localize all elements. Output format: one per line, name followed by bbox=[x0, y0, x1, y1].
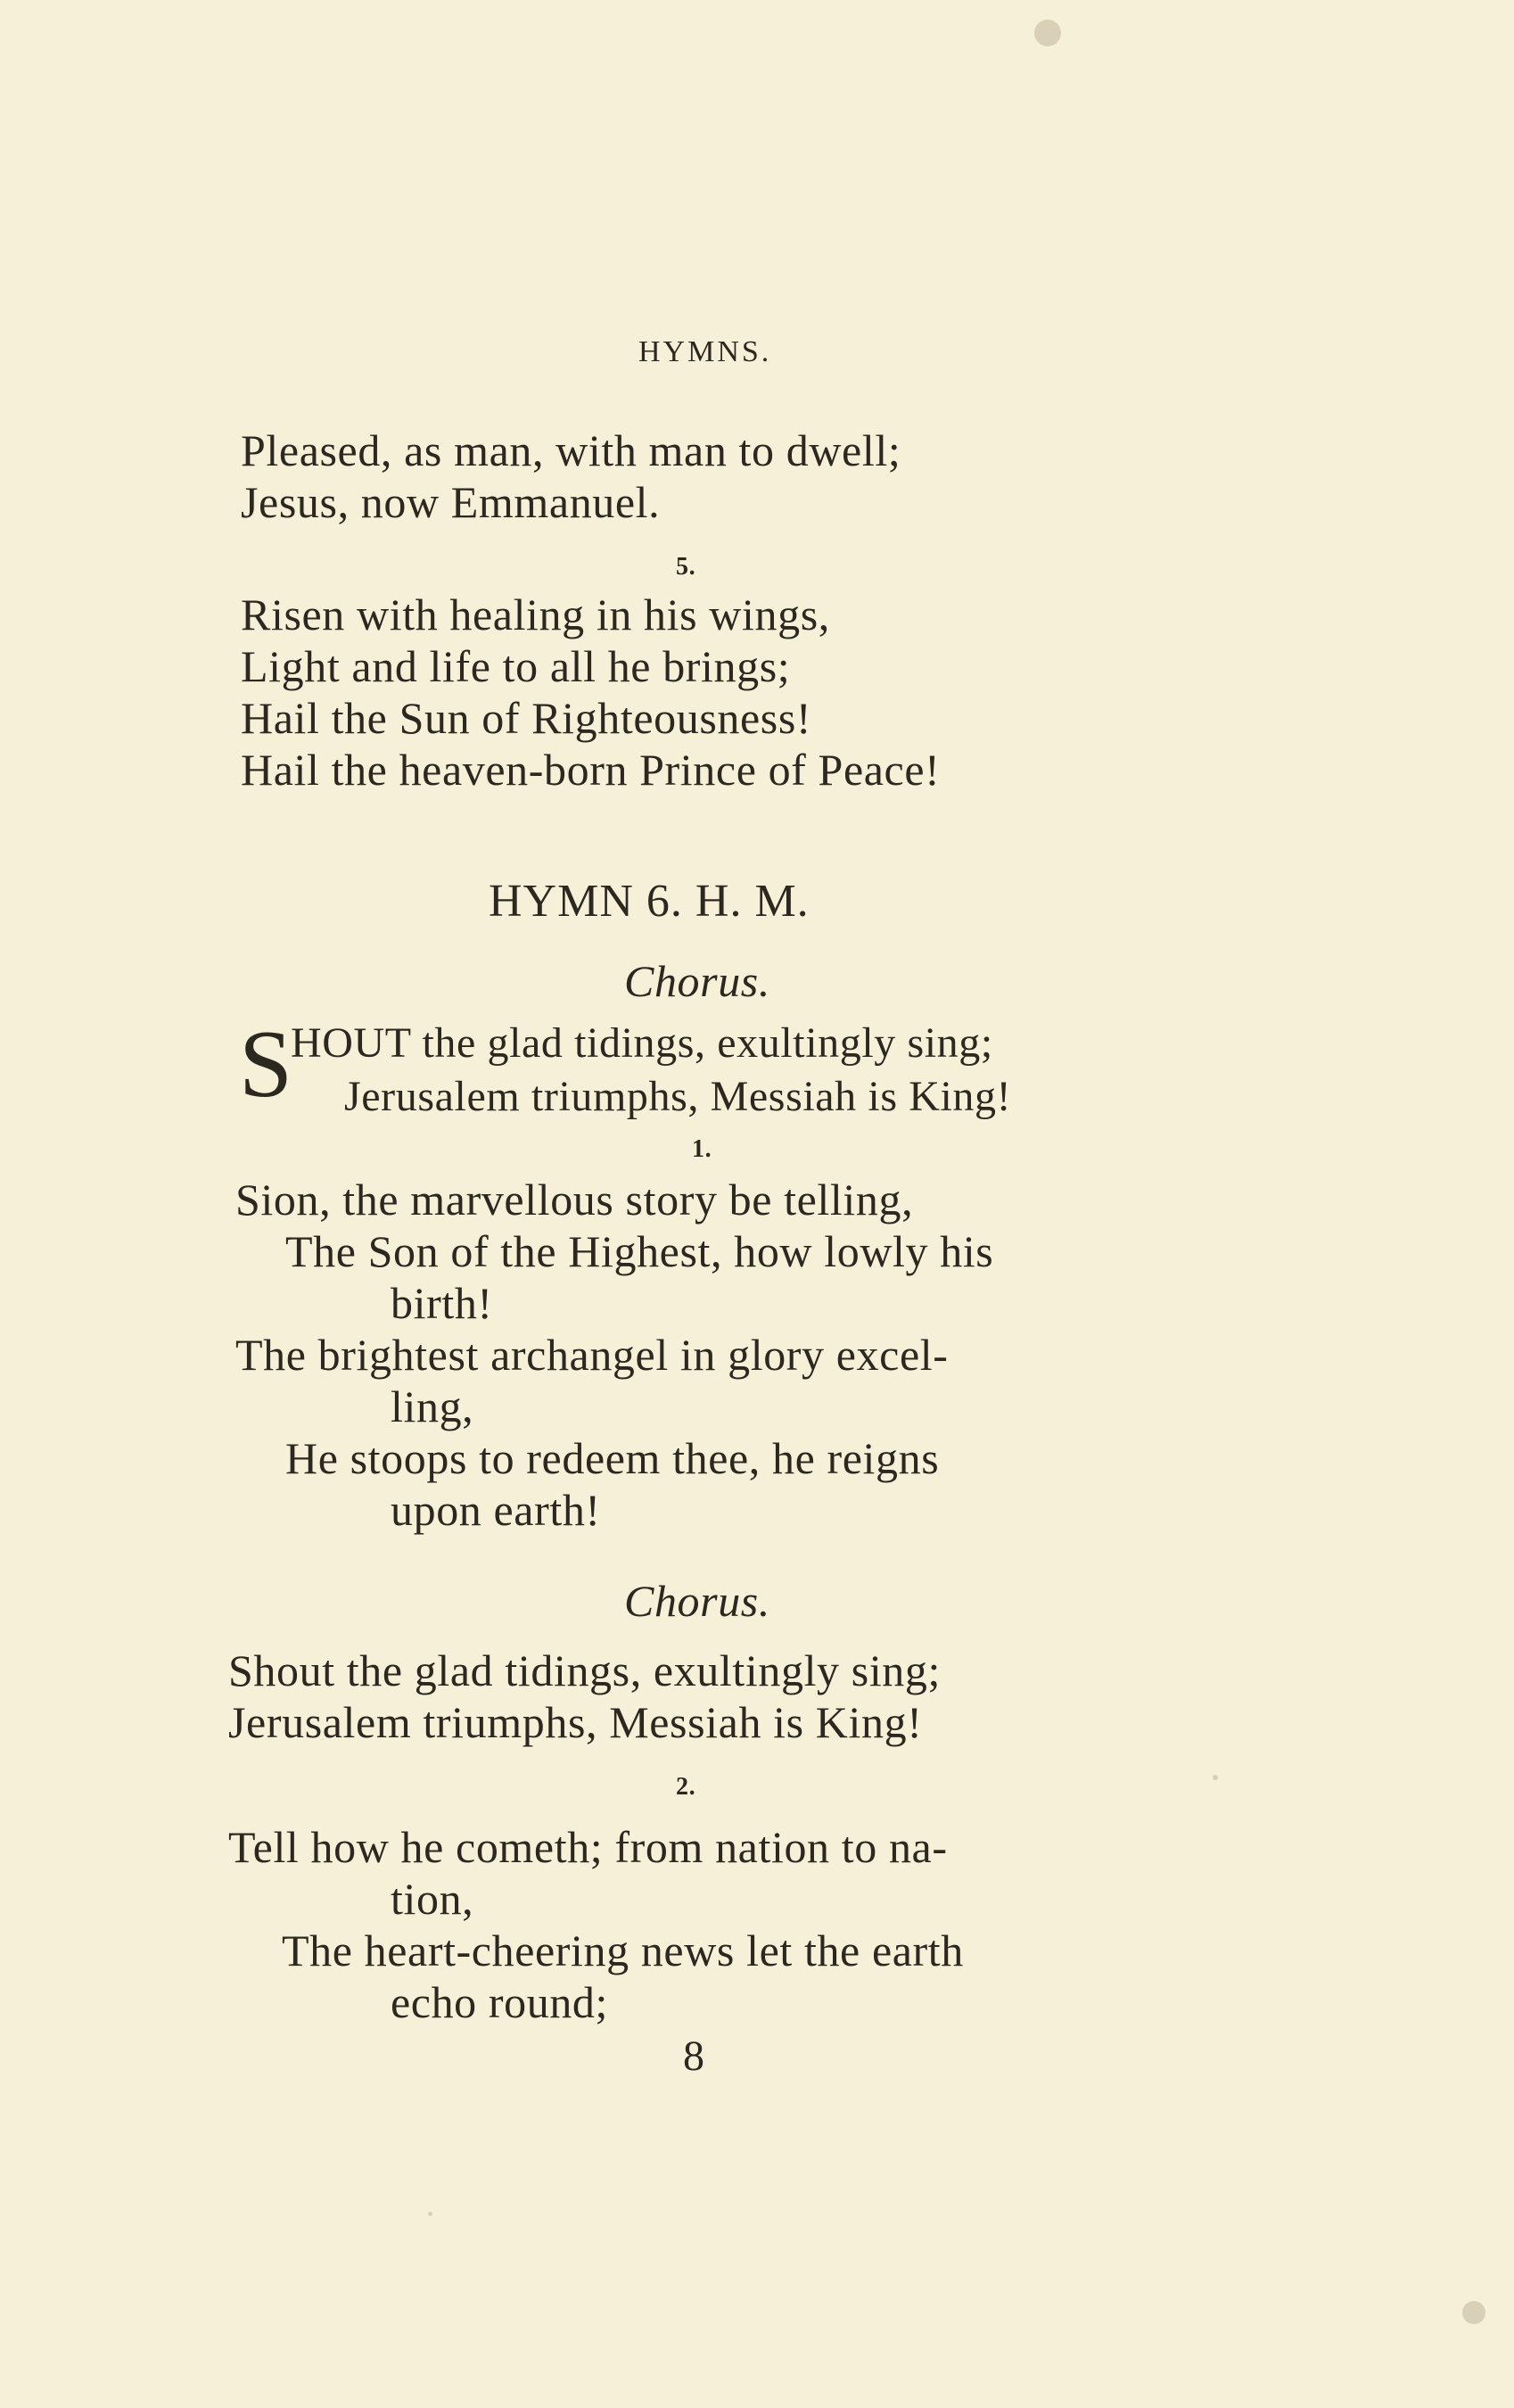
verse-line: The Son of the Highest, how lowly his bbox=[285, 1226, 994, 1276]
chorus-label: Chorus. bbox=[624, 1576, 770, 1626]
verse-line: The heart-cheering news let the earth bbox=[282, 1926, 964, 1975]
drop-cap: S bbox=[239, 1011, 293, 1117]
verse-line: Risen with healing in his wings, bbox=[241, 590, 830, 639]
verse-line: echo round; bbox=[391, 1977, 609, 2027]
verse-line: Light and life to all he brings; bbox=[241, 641, 791, 691]
verse-line: upon earth! bbox=[391, 1485, 601, 1535]
paper-blemish bbox=[1462, 2301, 1485, 2324]
verse-line: Sion, the marvellous story be telling, bbox=[235, 1175, 914, 1225]
verse-line: tion, bbox=[391, 1874, 474, 1924]
stanza-number: 2. bbox=[676, 1773, 696, 1801]
verse-line: Hail the Sun of Righteousness! bbox=[241, 693, 812, 743]
verse-line: Jesus, now Emmanuel. bbox=[241, 477, 661, 527]
hymn-title: HYMN 6. H. M. bbox=[489, 876, 810, 927]
verse-line: Shout the glad tidings, exultingly sing; bbox=[228, 1645, 941, 1695]
verse-line: Pleased, as man, with man to dwell; bbox=[241, 425, 901, 475]
stanza-number: 1. bbox=[692, 1135, 712, 1163]
page-number: 8 bbox=[683, 2033, 705, 2080]
verse-line: HOUT the glad tidings, exultingly sing; bbox=[291, 1019, 993, 1067]
paper-blemish bbox=[1213, 1775, 1218, 1780]
verse-line: The brightest archangel in glory excel- bbox=[235, 1330, 949, 1380]
verse-line: ling, bbox=[391, 1381, 474, 1431]
running-header: HYMNS. bbox=[638, 335, 772, 368]
stanza-number: 5. bbox=[676, 553, 696, 581]
verse-line: He stoops to redeem thee, he reigns bbox=[285, 1433, 940, 1483]
paper-blemish bbox=[428, 2212, 432, 2216]
verse-line: birth! bbox=[391, 1278, 493, 1328]
verse-line: Jerusalem triumphs, Messiah is King! bbox=[228, 1697, 923, 1747]
verse-line: Jerusalem triumphs, Messiah is King! bbox=[344, 1073, 1012, 1120]
paper-blemish bbox=[1034, 20, 1061, 46]
chorus-label: Chorus. bbox=[624, 956, 770, 1006]
verse-line: Tell how he cometh; from nation to na- bbox=[228, 1822, 948, 1872]
verse-line: Hail the heaven-born Prince of Peace! bbox=[241, 745, 941, 795]
